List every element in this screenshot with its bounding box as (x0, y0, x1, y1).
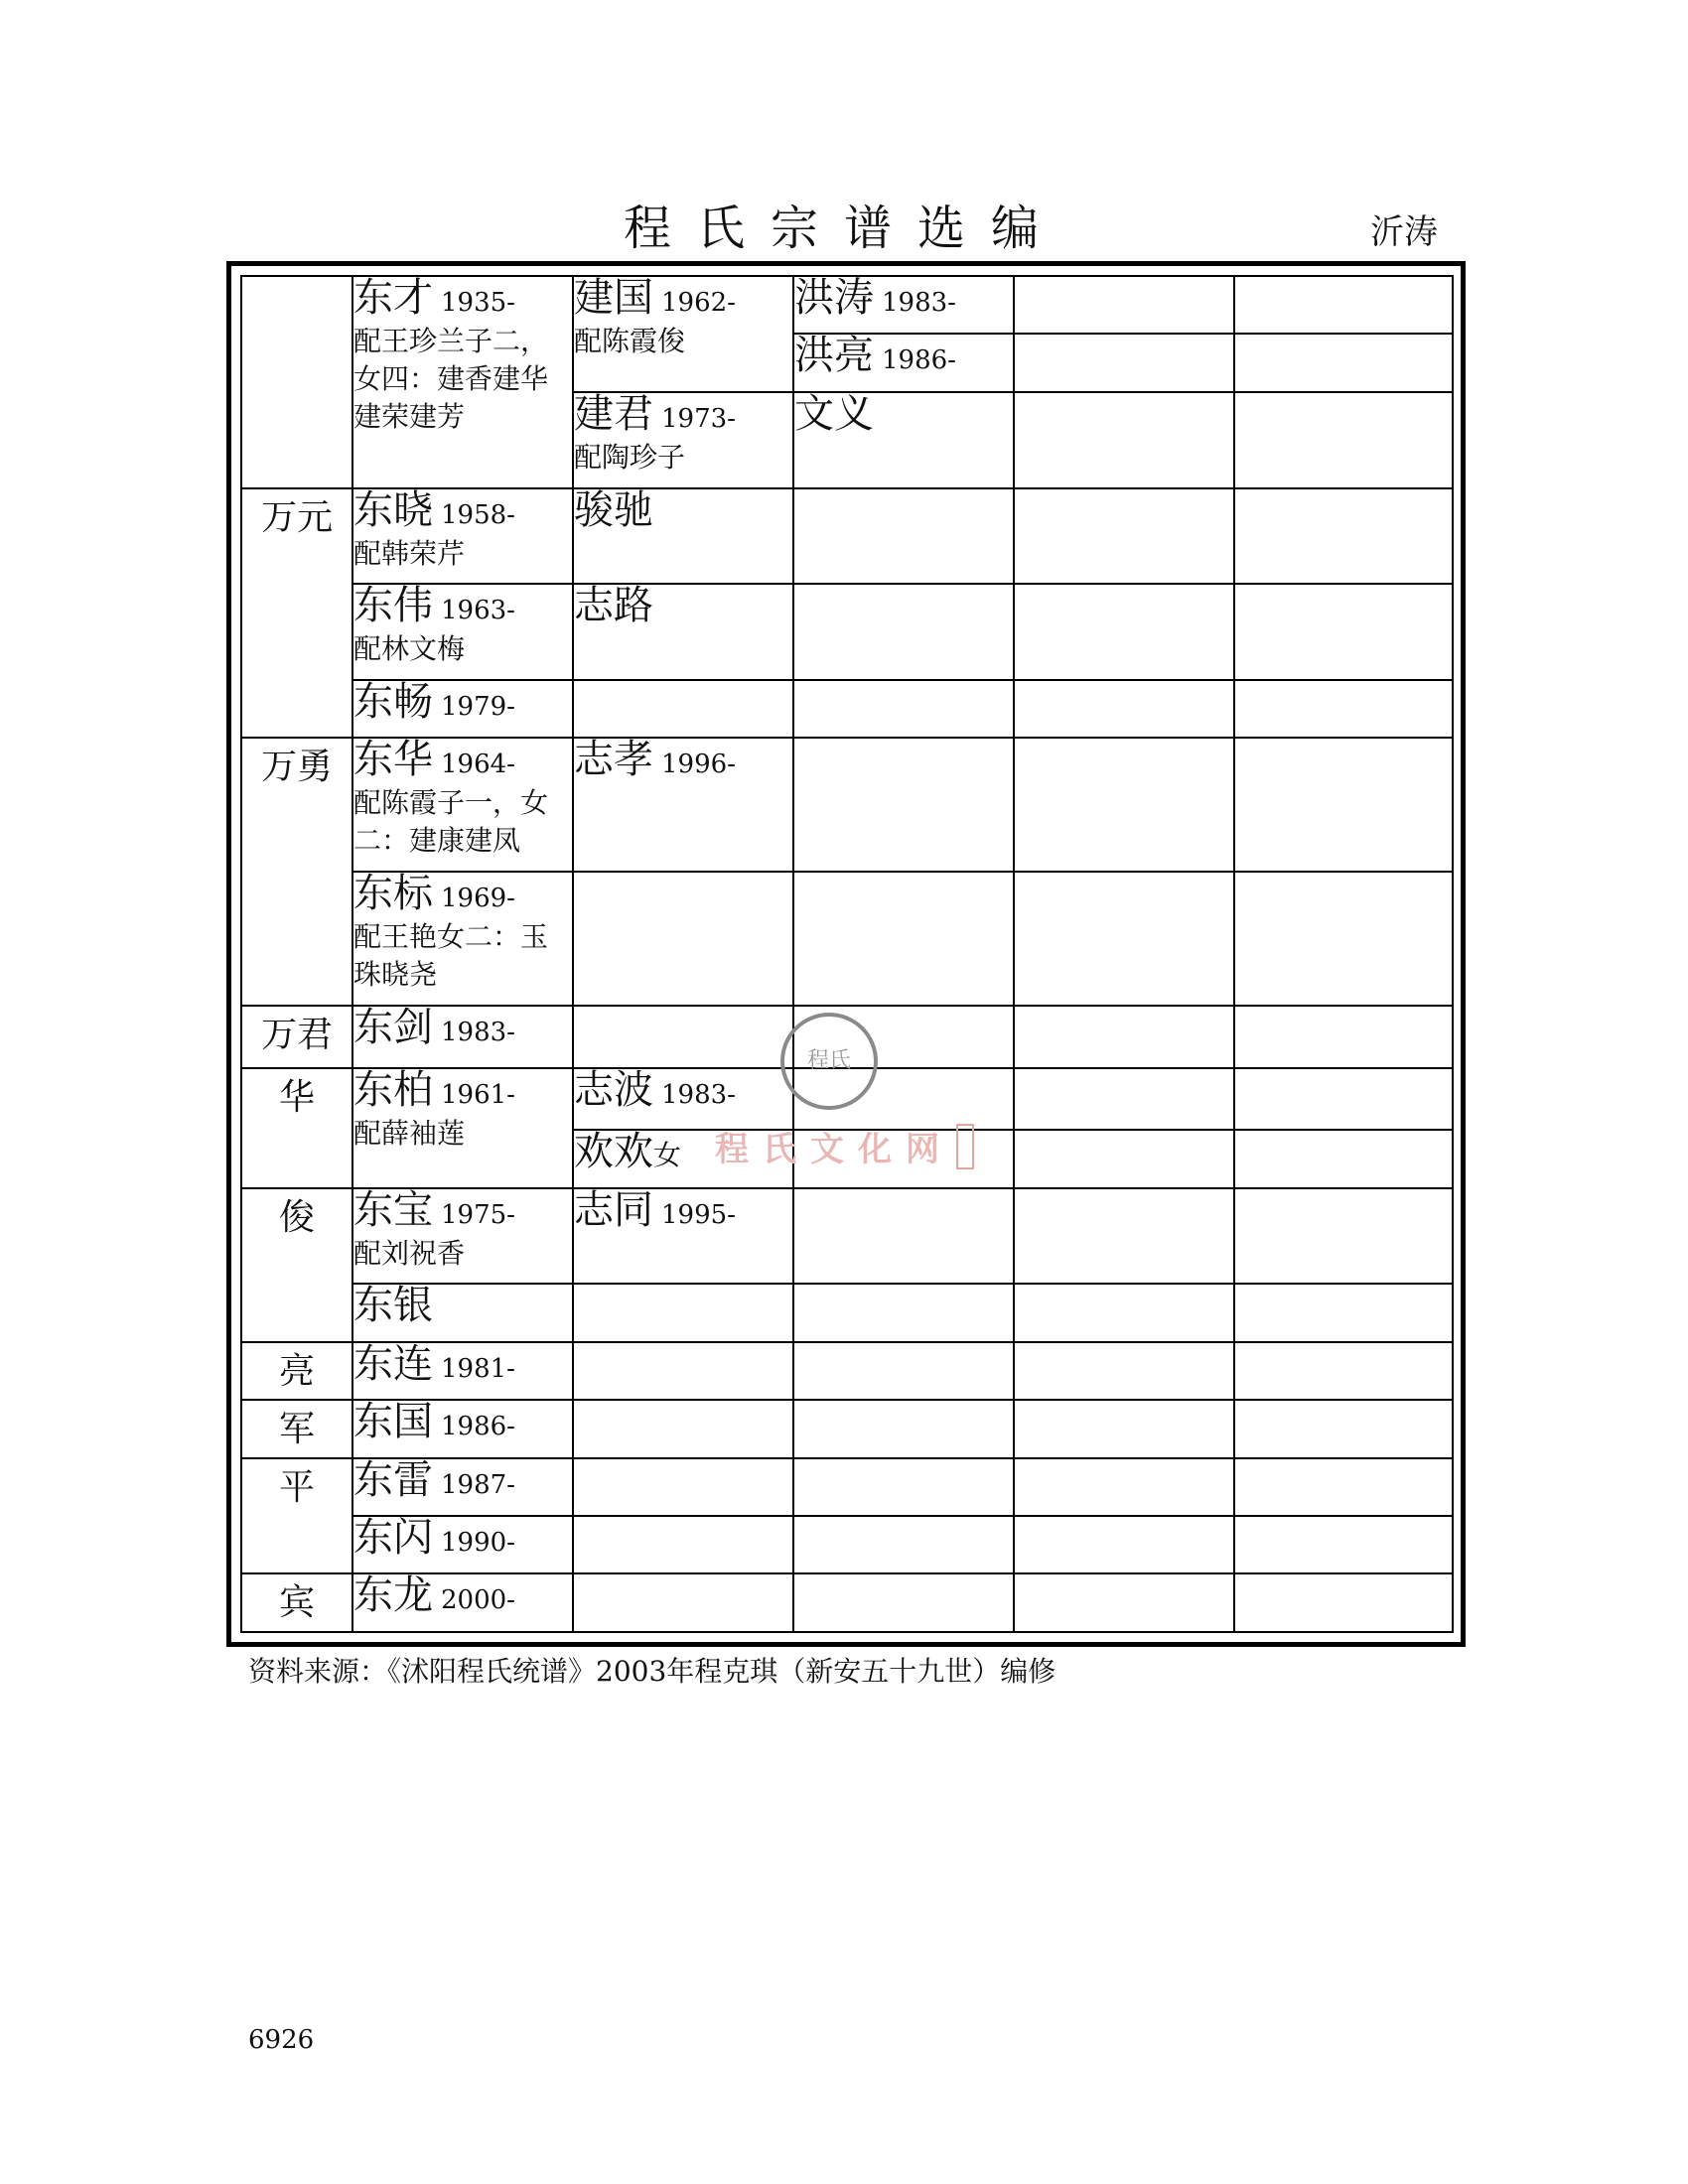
child-cell (573, 392, 793, 488)
person-cell (352, 1284, 573, 1341)
spouse-note: 配韩荣芹 (353, 536, 466, 570)
child-cell (573, 738, 793, 872)
grandchild-cell (793, 276, 1014, 334)
child-year: 1973- (661, 403, 736, 434)
table-row (241, 872, 1453, 1006)
spouse-note: 配刘祝香 (353, 1236, 466, 1270)
child-year: 1995- (661, 1199, 736, 1230)
table-row (241, 1400, 1453, 1457)
child-name: 志波 (574, 1066, 653, 1113)
source-note: 资料来源：《沭阳程氏统谱》2003年程克琪（新安五十九世）编修 (248, 1655, 1056, 1688)
person-year: 1964- (441, 750, 515, 780)
watermark-seal: 程氏 (780, 1013, 878, 1110)
person-cell (352, 1573, 573, 1632)
person-year: 1961- (441, 1079, 515, 1110)
child-name: 志路 (574, 583, 653, 629)
child-cell (573, 584, 793, 680)
table-row (241, 584, 1453, 680)
spouse-note: 配陈霞俊 (574, 325, 686, 357)
spouse-note: 配薛袖莲 (353, 1116, 466, 1150)
person-year: 1935- (441, 288, 515, 318)
table-row (241, 1458, 1453, 1516)
person-year: 1963- (441, 596, 515, 626)
child-name: 骏驰 (574, 486, 653, 533)
spouse-note: 配王珍兰子二，女四：建香建华建荣建芳 (353, 325, 549, 433)
person-year: 1983- (441, 1018, 515, 1048)
table-row (241, 680, 1453, 738)
grandchild-name: 洪涛 (794, 275, 874, 321)
genealogy-table (240, 275, 1454, 1633)
person-cell (352, 584, 573, 680)
person-cell (352, 1516, 573, 1573)
grandchild-year: 1986- (882, 345, 956, 376)
person-name: 东宝 (353, 1186, 433, 1233)
grandchild-cell (793, 334, 1014, 391)
child-name: 欢欢 (574, 1129, 653, 1175)
spouse-note: 配陈霞子一，女二：建康建凤 (353, 786, 549, 858)
person-name: 东才 (353, 275, 433, 321)
person-name: 东龙 (353, 1572, 433, 1619)
person-name: 东剑 (353, 1005, 433, 1051)
grandchild-name: 文义 (794, 390, 874, 437)
person-name: 东银 (353, 1283, 433, 1329)
person-cell (352, 872, 573, 1006)
person-year: 1969- (441, 884, 515, 914)
child-name: 志孝 (574, 737, 653, 783)
person-cell (352, 1188, 573, 1285)
page-number: 6926 (248, 2025, 315, 2055)
person-cell (352, 1458, 573, 1516)
generation-cell: 万元 (241, 488, 352, 739)
child-name: 建国 (574, 275, 653, 321)
table-row (241, 1516, 1453, 1573)
spouse-note: 配陶珍子 (574, 440, 686, 474)
generation-cell: 万勇 (241, 738, 352, 1006)
person-year: 1987- (441, 1469, 515, 1500)
grandchild-cell (793, 392, 1014, 488)
child-cell (573, 276, 793, 392)
person-name: 东晓 (353, 486, 433, 533)
person-name: 东闪 (353, 1515, 433, 1562)
grandchild-name: 洪亮 (794, 333, 874, 379)
person-cell (352, 1006, 573, 1067)
child-cell (573, 1188, 793, 1285)
generation-cell: 平 (241, 1458, 352, 1574)
generation-cell: 亮 (241, 1342, 352, 1400)
table-row (241, 488, 1453, 585)
person-cell (352, 680, 573, 738)
person-year: 1981- (441, 1353, 515, 1384)
table-row (241, 1284, 1453, 1341)
person-year: 1986- (441, 1412, 515, 1442)
branch-name: 沂涛 (1370, 212, 1438, 252)
person-year: 2000- (441, 1585, 515, 1616)
spouse-note: 配林文梅 (353, 632, 466, 666)
table-row (241, 1573, 1453, 1632)
spouse-note: 配王艳女二：玉珠晓尧 (353, 920, 549, 992)
person-year: 1958- (441, 499, 515, 530)
person-cell (352, 276, 573, 488)
genealogy-frame (226, 261, 1466, 1647)
child-cell (573, 1068, 793, 1130)
table-row (241, 1342, 1453, 1400)
person-name: 东标 (353, 871, 433, 917)
person-name: 东柏 (353, 1066, 433, 1113)
person-cell (352, 1342, 573, 1400)
person-cell (352, 1068, 573, 1188)
child-gender-note: 女 (653, 1139, 682, 1172)
child-year: 1962- (661, 288, 736, 318)
person-name: 东伟 (353, 583, 433, 629)
table-row (241, 276, 1453, 334)
page-title: 程氏宗谱选编 (623, 201, 1064, 256)
generation-cell: 军 (241, 1400, 352, 1457)
table-row (241, 1188, 1453, 1285)
person-name: 东连 (353, 1340, 433, 1387)
person-year: 1990- (441, 1528, 515, 1559)
generation-cell: 华 (241, 1068, 352, 1188)
person-year: 1975- (441, 1199, 515, 1230)
child-name: 志同 (574, 1186, 653, 1233)
person-year: 1979- (441, 691, 515, 722)
grandchild-year: 1983- (882, 288, 956, 318)
person-cell (352, 1400, 573, 1457)
person-name: 东华 (353, 737, 433, 783)
generation-cell (241, 276, 352, 488)
watermark-stamp (956, 1124, 974, 1169)
generation-cell: 宾 (241, 1573, 352, 1632)
watermark-site-text: 程氏文化网 (715, 1130, 953, 1169)
person-cell (352, 488, 573, 585)
person-name: 东雷 (353, 1456, 433, 1503)
child-year: 1996- (661, 750, 736, 780)
person-name: 东国 (353, 1399, 433, 1445)
child-cell (573, 488, 793, 585)
person-name: 东畅 (353, 678, 433, 725)
generation-cell: 万君 (241, 1006, 352, 1067)
generation-cell: 俊 (241, 1188, 352, 1342)
child-year: 1983- (661, 1079, 736, 1110)
person-cell (352, 738, 573, 872)
child-name: 建君 (574, 390, 653, 437)
table-row (241, 738, 1453, 872)
